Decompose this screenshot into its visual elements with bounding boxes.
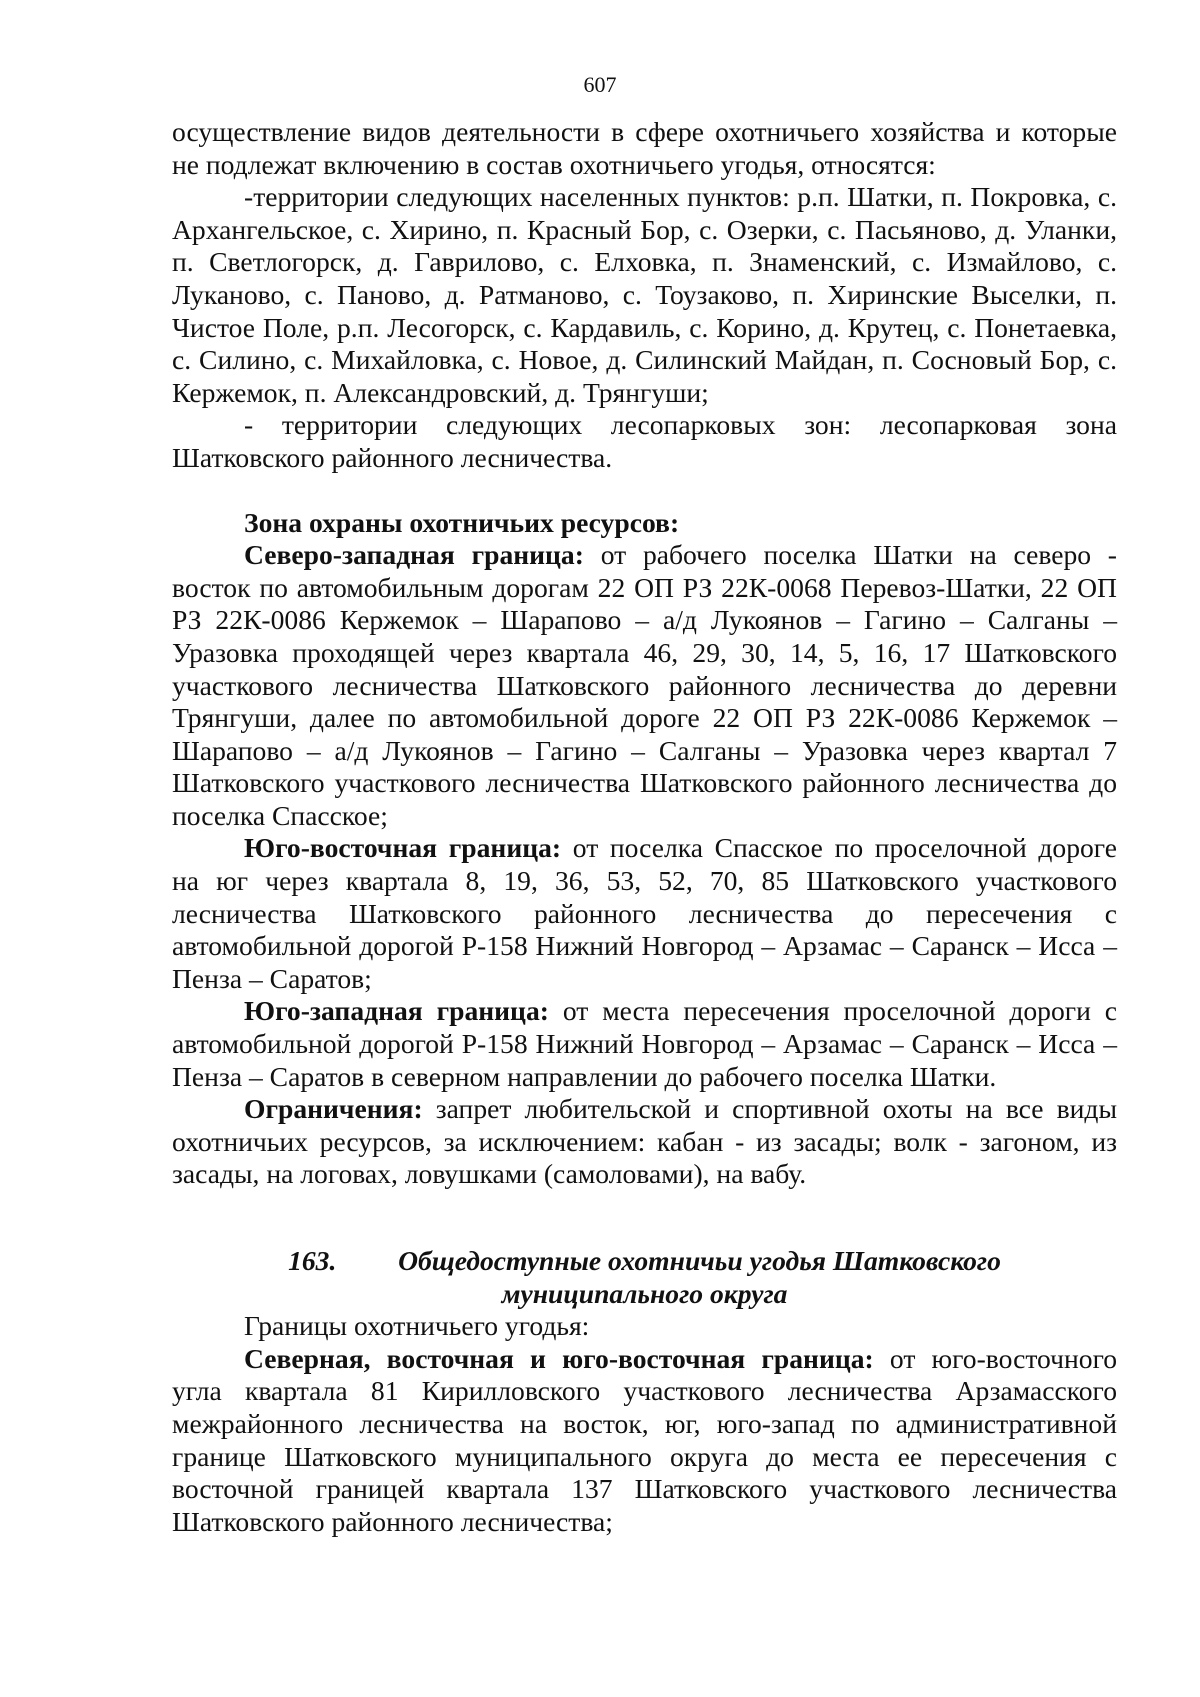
- restrictions-text: запрет любительской и спортивной охоты на все виды охотничьих ресурсов, за исключением: кабан - из засады; волк - загоном, из засады, на логовах, ловушками (самоловами), на вабу.: [172, 1093, 1117, 1190]
- southeast-border-paragraph: [172, 832, 1117, 995]
- page-number: 607: [583, 72, 617, 97]
- southwest-border-paragraph: [172, 995, 1117, 1093]
- northwest-border-paragraph: [172, 539, 1117, 832]
- section-title-line1: Общедоступные охотничьи угодья Шатковского: [398, 1245, 1001, 1276]
- southeast-border-label: Юго-восточная граница:: [244, 832, 562, 864]
- north-east-southeast-border-paragraph: [172, 1343, 1117, 1539]
- intro-paragraph: осуществление видов деятельности в сфере охотничьего хозяйства и которые не подлежат включению в состав охотничьего угодья, относятся:: [172, 116, 1117, 180]
- settlements-paragraph: -территории следующих населенных пунктов: р.п. Шатки, п. Покровка, с. Архангельское, с. Хирино, п. Красный Бор, с. Озерки, с. Пасьяново, д. Уланки, п. Светлогорск, д. Гаврилово, с. Елховка, п. Знаменский, с. Измайлово, с. Луканово, с. Паново, д. Ратманово, с. Тоузаково, п. Хиринские Выселки, п. Чистое Поле, р.п. Лесогорск, с. Кардавиль, с. Корино, д. Крутец, с. Понетаевка, с. Силино, с. Михайловка, с. Новое, д. Силинский Майдан, п. Сосновый Бор, с. Кержемок, п. Александровский, д. Трянгуши;: [172, 181, 1117, 408]
- restrictions-label: Ограничения:: [244, 1093, 423, 1125]
- forest-parks-paragraph: - территории следующих лесопарковых зон: лесопарковая зона Шатковского районного лесничества.: [172, 409, 1117, 473]
- section-title-line2: муниципального округа: [501, 1277, 788, 1309]
- spacer: [172, 1191, 1117, 1245]
- southeast-border-text: от поселка Спасское по проселочной дороге на юг через квартала 8, 19, 36, 53, 52, 70, 85 Шатковского участкового лесничества Шатковского районного лесничества до пересечения с автомобильной дорогой Р-158 Нижний Новгород – Арзамас – Саранск – Исса – Пенза – Саратов;: [172, 832, 1117, 994]
- northwest-border-label: Северо-западная граница:: [244, 539, 584, 571]
- document-body: [172, 116, 1117, 1538]
- section-heading-line1: [172, 1245, 1117, 1278]
- zone-heading: Зона охраны охотничьих ресурсов:: [244, 506, 680, 538]
- borders-intro: Границы охотничьего угодья:: [244, 1310, 590, 1342]
- southwest-border-label: Юго-западная граница:: [244, 995, 549, 1027]
- north-east-southeast-border-label: Северная, восточная и юго-восточная граница:: [244, 1342, 874, 1374]
- section-number: 163.: [288, 1245, 337, 1276]
- section-heading: [172, 1245, 1117, 1310]
- spacer: [172, 475, 1117, 507]
- southwest-border-text: от места пересечения проселочной дороги с автомобильной дорогой Р-158 Нижний Новгород – Арзамас – Саранск – Исса – Пенза – Саратов в северном направлении до рабочего поселка Шатки.: [172, 995, 1118, 1092]
- north-east-southeast-border-text: от юго-восточного угла квартала 81 Кирилловского участкового лесничества Арзамасского межрайонного лесничества на восток, юг, юго-запад по административной границе Шатковского муниципального округа до места ее пересечения с восточной границей квартала 137 Шатковского участкового лесничества Шатковского районного лесничества;: [172, 1342, 1117, 1537]
- northwest-border-text: от рабочего поселка Шатки на северо - восток по автомобильным дорогам 22 ОП РЗ 22К-0068 Перевоз-Шатки, 22 ОП РЗ 22К-0086 Кержемок – Шарапово – а/д Лукоянов – Гагино – Салганы – Уразовка проходящей через квартала 46, 29, 30, 14, 5, 16, 17 Шатковского участкового лесничества Шатковского районного лесничества до деревни Трянгуши, далее по автомобильной дороге 22 ОП РЗ 22К-0086 Кержемок – Шарапово – а/д Лукоянов – Гагино – Салганы – Уразовка через квартал 7 Шатковского участкового лесничества Шатковского районного лесничества до поселка Спасское;: [172, 539, 1117, 831]
- restrictions-paragraph: [172, 1093, 1117, 1191]
